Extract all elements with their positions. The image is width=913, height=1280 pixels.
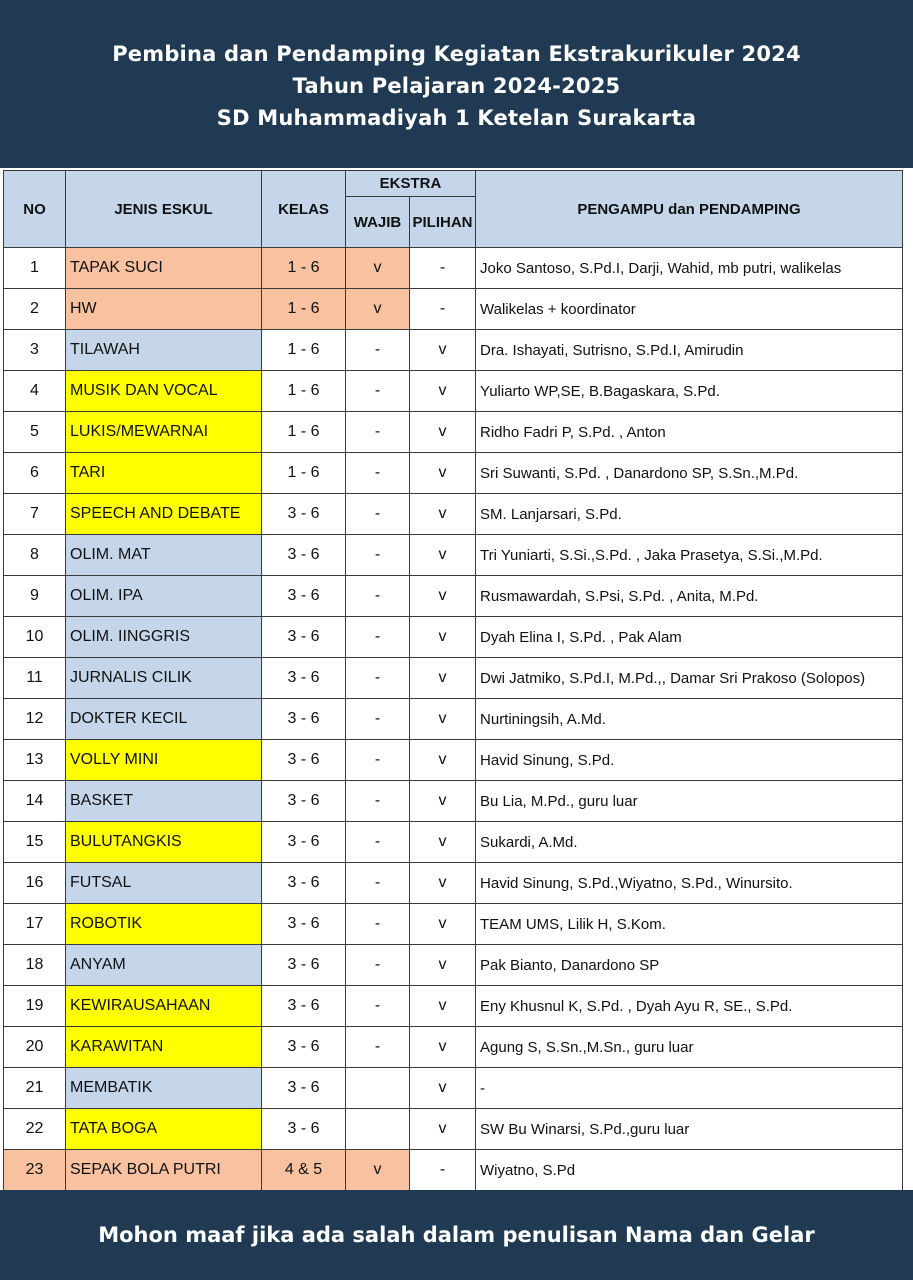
cell-jenis-eskul: OLIM. MAT [66,535,262,576]
cell-kelas: 1 - 6 [262,412,346,453]
cell-jenis-eskul: DOKTER KECIL [66,699,262,740]
cell-jenis-eskul: ROBOTIK [66,904,262,945]
cell-no: 8 [4,535,66,576]
cell-no: 14 [4,781,66,822]
table-row [4,1150,903,1191]
header-school-year: Tahun Pelajaran 2024-2025 [292,74,621,98]
cell-jenis-eskul: KARAWITAN [66,1027,262,1068]
cell-pengampu: TEAM UMS, Lilik H, S.Kom. [476,904,903,945]
table-row [4,863,903,904]
cell-wajib [346,1109,410,1150]
cell-kelas: 3 - 6 [262,822,346,863]
header-kelas: KELAS [262,171,346,248]
cell-wajib: - [346,617,410,658]
table-sheet [0,168,913,1190]
cell-no: 16 [4,863,66,904]
cell-no: 15 [4,822,66,863]
cell-jenis-eskul: TARI [66,453,262,494]
cell-pilihan: v [410,822,476,863]
table-row [4,1068,903,1109]
cell-jenis-eskul: LUKIS/MEWARNAI [66,412,262,453]
header-wajib: WAJIB [346,197,410,248]
cell-pengampu: Yuliarto WP,SE, B.Bagaskara, S.Pd. [476,371,903,412]
cell-jenis-eskul: MUSIK DAN VOCAL [66,371,262,412]
table-body [4,248,903,1191]
cell-pilihan: - [410,248,476,289]
cell-pilihan: - [410,289,476,330]
cell-wajib: - [346,822,410,863]
cell-pengampu: Agung S, S.Sn.,M.Sn., guru luar [476,1027,903,1068]
cell-jenis-eskul: TILAWAH [66,330,262,371]
cell-no: 4 [4,371,66,412]
header-pilihan: PILIHAN [410,197,476,248]
table-row [4,781,903,822]
cell-pengampu: Havid Sinung, S.Pd.,Wiyatno, S.Pd., Winursito. [476,863,903,904]
cell-kelas: 3 - 6 [262,740,346,781]
cell-wajib: - [346,330,410,371]
cell-kelas: 3 - 6 [262,658,346,699]
cell-pilihan: v [410,781,476,822]
cell-pengampu: Dyah Elina I, S.Pd. , Pak Alam [476,617,903,658]
cell-pilihan: v [410,494,476,535]
cell-kelas: 3 - 6 [262,1068,346,1109]
cell-wajib: - [346,371,410,412]
cell-pilihan: v [410,535,476,576]
cell-jenis-eskul: VOLLY MINI [66,740,262,781]
table-row [4,617,903,658]
cell-no: 1 [4,248,66,289]
cell-wajib: - [346,535,410,576]
cell-pilihan: v [410,904,476,945]
cell-jenis-eskul: BASKET [66,781,262,822]
cell-wajib: - [346,863,410,904]
table-row [4,822,903,863]
cell-pengampu: Havid Sinung, S.Pd. [476,740,903,781]
cell-pengampu: Bu Lia, M.Pd., guru luar [476,781,903,822]
cell-wajib [346,1068,410,1109]
cell-kelas: 3 - 6 [262,699,346,740]
cell-wajib: - [346,576,410,617]
cell-jenis-eskul: TAPAK SUCI [66,248,262,289]
cell-no: 9 [4,576,66,617]
cell-pilihan: v [410,576,476,617]
table-row [4,740,903,781]
header-no: NO [4,171,66,248]
cell-pilihan: v [410,740,476,781]
cell-no: 18 [4,945,66,986]
cell-jenis-eskul: TATA BOGA [66,1109,262,1150]
cell-pilihan: v [410,1109,476,1150]
cell-pilihan: v [410,1027,476,1068]
cell-pengampu: Pak Bianto, Danardono SP [476,945,903,986]
table-header [4,171,903,248]
cell-pengampu: Eny Khusnul K, S.Pd. , Dyah Ayu R, SE., S.Pd. [476,986,903,1027]
cell-wajib: - [346,740,410,781]
cell-kelas: 3 - 6 [262,986,346,1027]
cell-jenis-eskul: MEMBATIK [66,1068,262,1109]
header-jenis-eskul: JENIS ESKUL [66,171,262,248]
cell-pilihan: v [410,617,476,658]
cell-kelas: 3 - 6 [262,863,346,904]
page-footer [0,1190,913,1280]
cell-pengampu: Rusmawardah, S.Psi, S.Pd. , Anita, M.Pd. [476,576,903,617]
cell-wajib: - [346,945,410,986]
cell-kelas: 3 - 6 [262,781,346,822]
eskul-table [3,170,903,1191]
cell-pilihan: v [410,699,476,740]
cell-kelas: 3 - 6 [262,1109,346,1150]
cell-pengampu: SM. Lanjarsari, S.Pd. [476,494,903,535]
cell-no: 21 [4,1068,66,1109]
cell-no: 17 [4,904,66,945]
cell-kelas: 1 - 6 [262,371,346,412]
cell-pilihan: - [410,1150,476,1191]
cell-pilihan: v [410,945,476,986]
table-row [4,535,903,576]
table-row [4,576,903,617]
cell-no: 20 [4,1027,66,1068]
cell-wajib: - [346,453,410,494]
cell-wajib: v [346,248,410,289]
cell-wajib: - [346,781,410,822]
cell-wajib: - [346,494,410,535]
cell-no: 7 [4,494,66,535]
cell-pengampu: Dra. Ishayati, Sutrisno, S.Pd.I, Amirudin [476,330,903,371]
cell-wajib: - [346,904,410,945]
cell-kelas: 3 - 6 [262,535,346,576]
cell-wajib: - [346,699,410,740]
cell-kelas: 3 - 6 [262,494,346,535]
table-row [4,986,903,1027]
table-row [4,330,903,371]
cell-kelas: 1 - 6 [262,330,346,371]
table-row [4,1027,903,1068]
table-row [4,658,903,699]
cell-pengampu: Sukardi, A.Md. [476,822,903,863]
table-row [4,904,903,945]
cell-wajib: v [346,289,410,330]
cell-jenis-eskul: OLIM. IPA [66,576,262,617]
footer-note: Mohon maaf jika ada salah dalam penulisan Nama dan Gelar [98,1223,815,1247]
table-row [4,371,903,412]
cell-jenis-eskul: KEWIRAUSAHAAN [66,986,262,1027]
cell-jenis-eskul: BULUTANGKIS [66,822,262,863]
table-row [4,494,903,535]
cell-pilihan: v [410,1068,476,1109]
page-header [0,0,913,168]
cell-jenis-eskul: HW [66,289,262,330]
cell-pengampu: Walikelas + koordinator [476,289,903,330]
table-row [4,699,903,740]
cell-wajib: - [346,412,410,453]
cell-wajib: - [346,1027,410,1068]
cell-pengampu: Ridho Fadri P, S.Pd. , Anton [476,412,903,453]
cell-pengampu: Sri Suwanti, S.Pd. , Danardono SP, S.Sn.,M.Pd. [476,453,903,494]
cell-kelas: 3 - 6 [262,576,346,617]
cell-pilihan: v [410,658,476,699]
cell-kelas: 3 - 6 [262,617,346,658]
cell-pilihan: v [410,412,476,453]
header-ekstra: EKSTRA [346,171,476,197]
table-row [4,1109,903,1150]
cell-kelas: 3 - 6 [262,945,346,986]
cell-no: 13 [4,740,66,781]
cell-jenis-eskul: JURNALIS CILIK [66,658,262,699]
cell-jenis-eskul: SPEECH AND DEBATE [66,494,262,535]
cell-kelas: 4 & 5 [262,1150,346,1191]
cell-pengampu: - [476,1068,903,1109]
cell-jenis-eskul: ANYAM [66,945,262,986]
cell-wajib: - [346,986,410,1027]
cell-no: 5 [4,412,66,453]
header-school-name: SD Muhammadiyah 1 Ketelan Surakarta [216,106,697,130]
cell-kelas: 1 - 6 [262,289,346,330]
table-row [4,412,903,453]
table-row [4,289,903,330]
header-title: Pembina dan Pendamping Kegiatan Ekstrakurikuler 2024 [112,42,801,66]
cell-no: 23 [4,1150,66,1191]
cell-kelas: 3 - 6 [262,904,346,945]
header-pengampu: PENGAMPU dan PENDAMPING [476,171,903,248]
cell-pilihan: v [410,371,476,412]
cell-wajib: - [346,658,410,699]
table-row [4,248,903,289]
cell-kelas: 3 - 6 [262,1027,346,1068]
cell-pengampu: Wiyatno, S.Pd [476,1150,903,1191]
cell-kelas: 1 - 6 [262,248,346,289]
cell-jenis-eskul: SEPAK BOLA PUTRI [66,1150,262,1191]
cell-pengampu: Nurtiningsih, A.Md. [476,699,903,740]
cell-pengampu: Dwi Jatmiko, S.Pd.I, M.Pd.,, Damar Sri Prakoso (Solopos) [476,658,903,699]
cell-kelas: 1 - 6 [262,453,346,494]
cell-wajib: v [346,1150,410,1191]
cell-no: 6 [4,453,66,494]
cell-no: 2 [4,289,66,330]
cell-pilihan: v [410,330,476,371]
table-row [4,453,903,494]
cell-jenis-eskul: FUTSAL [66,863,262,904]
cell-jenis-eskul: OLIM. IINGGRIS [66,617,262,658]
cell-pilihan: v [410,986,476,1027]
cell-no: 11 [4,658,66,699]
table-row [4,945,903,986]
cell-no: 12 [4,699,66,740]
cell-no: 3 [4,330,66,371]
cell-no: 22 [4,1109,66,1150]
cell-no: 10 [4,617,66,658]
cell-pilihan: v [410,863,476,904]
cell-pengampu: SW Bu Winarsi, S.Pd.,guru luar [476,1109,903,1150]
cell-pengampu: Tri Yuniarti, S.Si.,S.Pd. , Jaka Prasetya, S.Si.,M.Pd. [476,535,903,576]
cell-pilihan: v [410,453,476,494]
cell-no: 19 [4,986,66,1027]
cell-pengampu: Joko Santoso, S.Pd.I, Darji, Wahid, mb putri, walikelas [476,248,903,289]
